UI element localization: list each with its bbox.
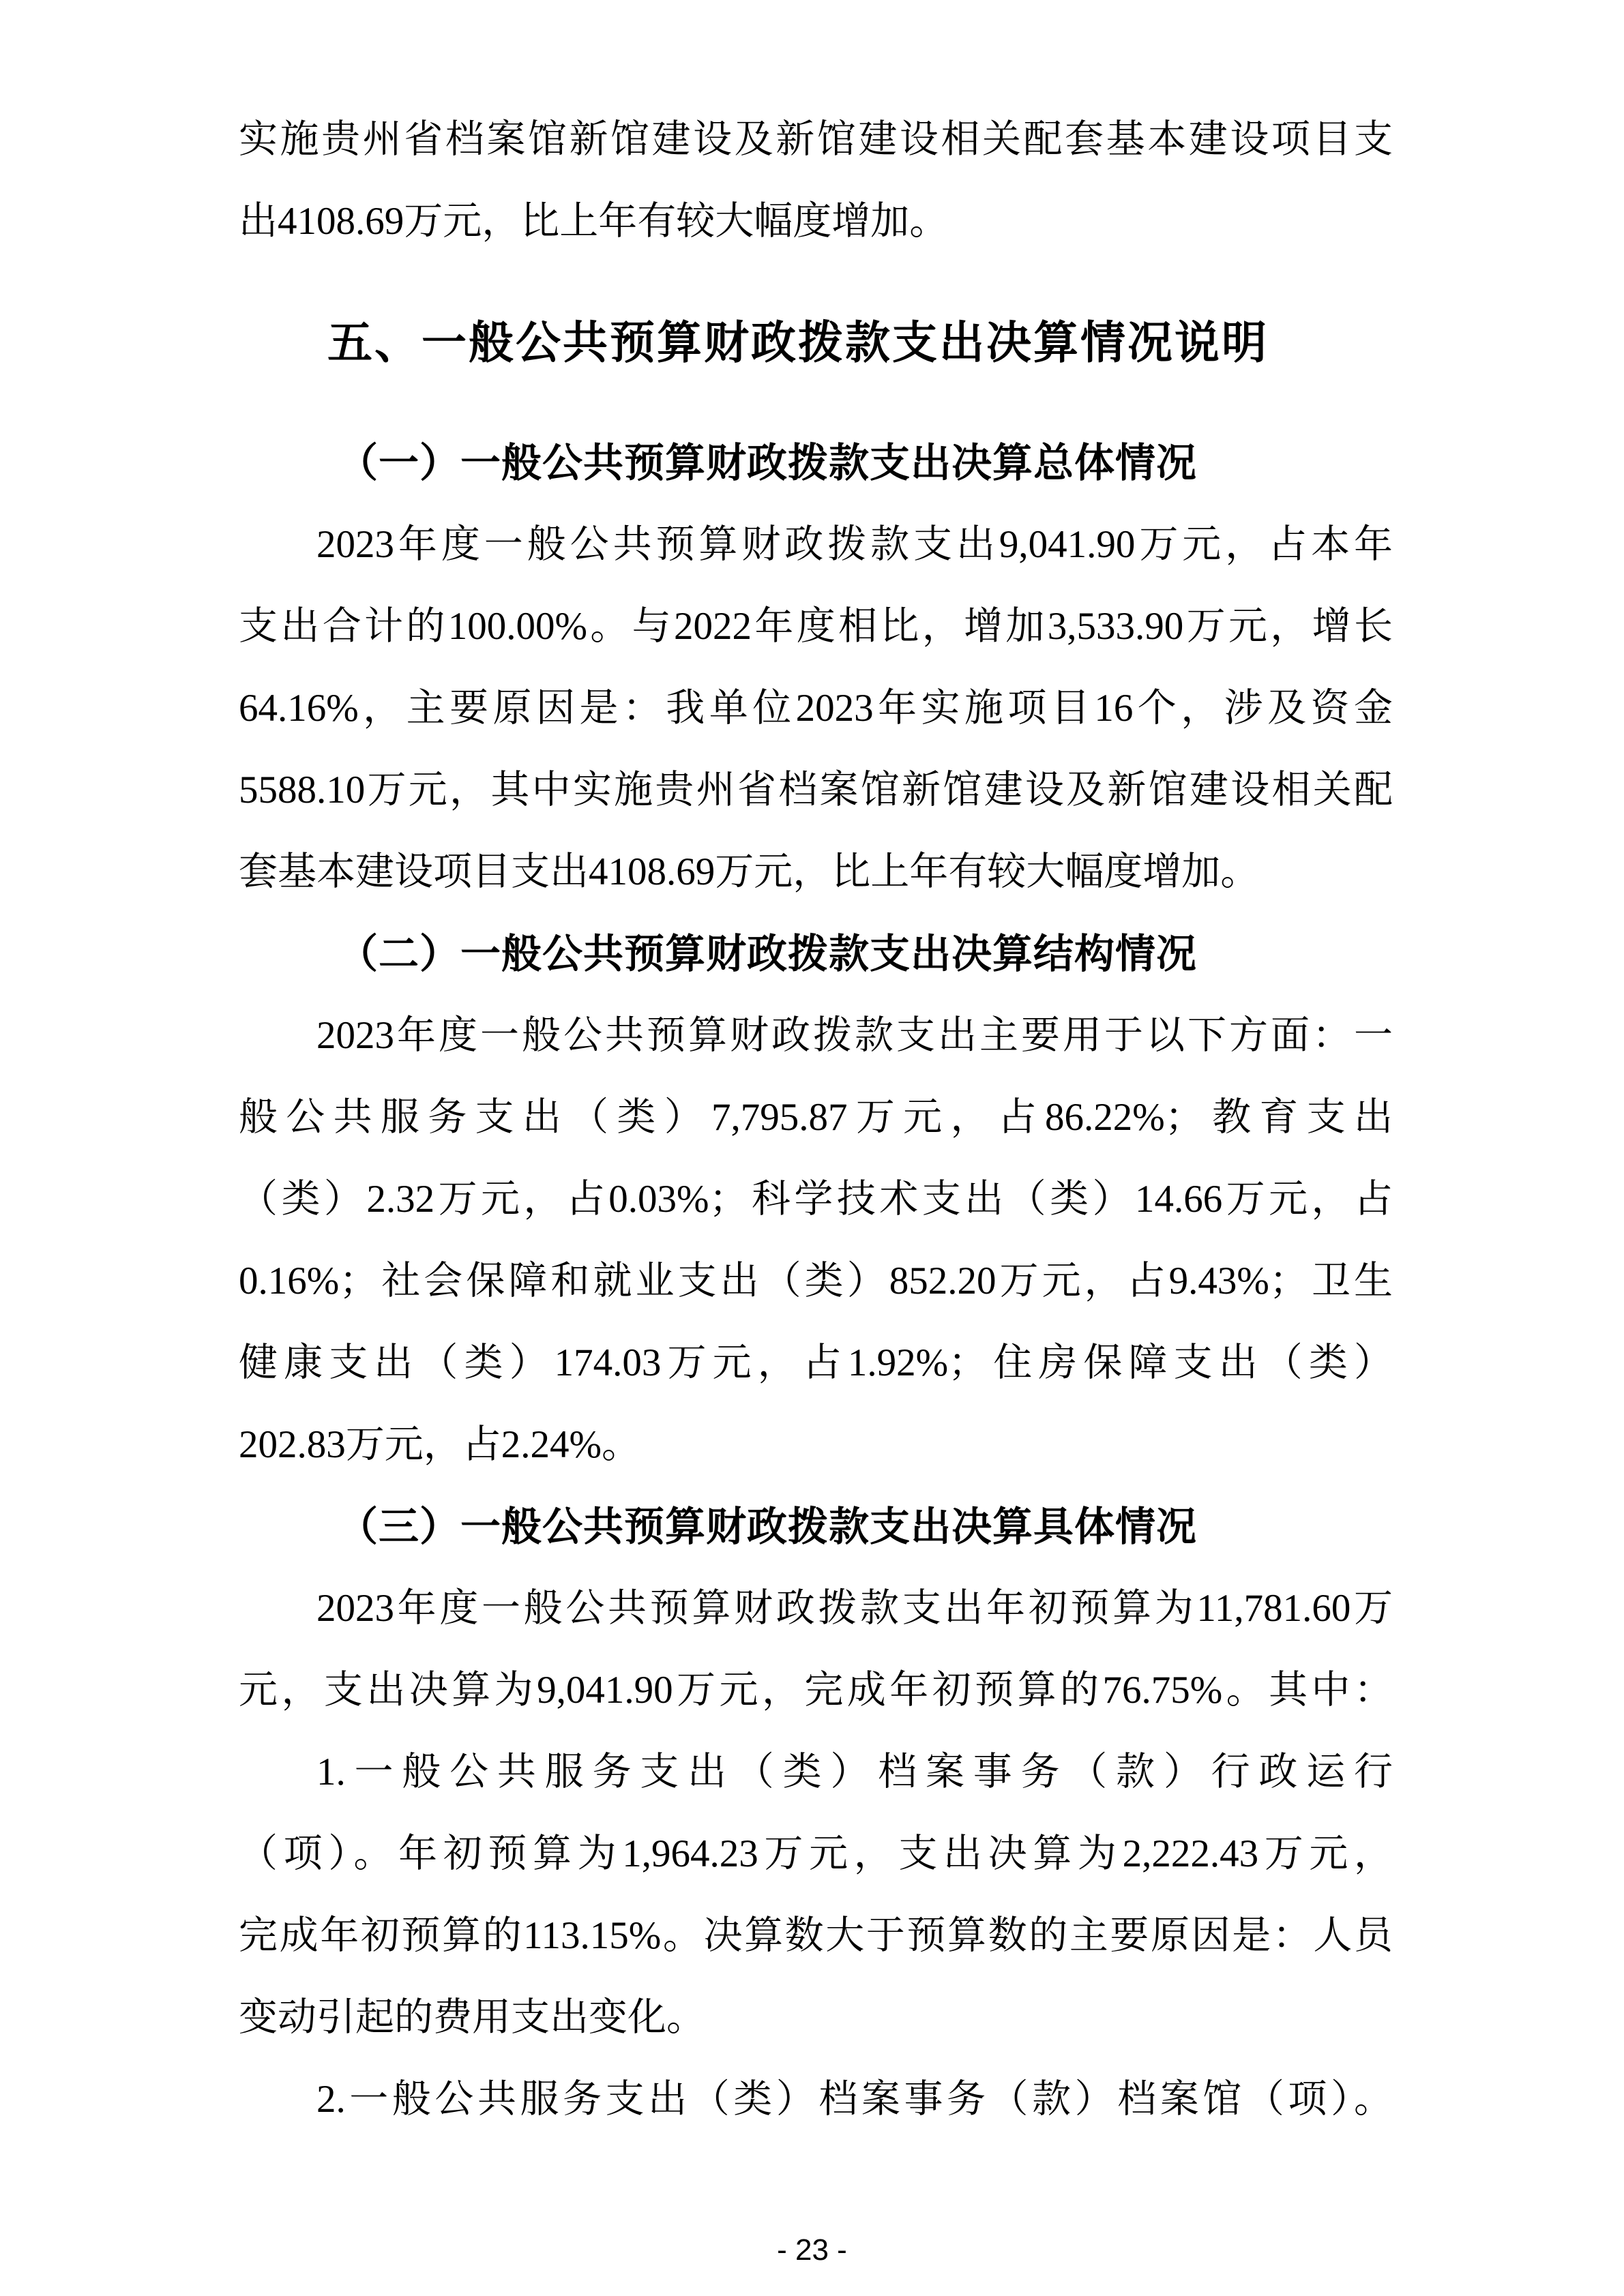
paragraph-line: 实施贵州省档案馆新馆建设及新馆建设相关配套基本建设项目支: [239, 118, 1393, 161]
paragraph-line: （项）。年初预算为1,964.23万元，支出决算为2,222.43万元，: [239, 1832, 1393, 1875]
paragraph-line: 5588.10万元，其中实施贵州省档案馆新馆建设及新馆建设相关配: [239, 769, 1393, 811]
paragraph-line: 元，支出决算为9,041.90万元，完成年初预算的76.75%。其中：: [239, 1669, 1393, 1712]
paragraph-line: 1.一般公共服务支出（类）档案事务（款）行政运行: [316, 1750, 1393, 1793]
paragraph-line: 2023年度一般公共预算财政拨款支出9,041.90万元，占本年: [316, 523, 1393, 566]
paragraph-line: 健康支出（类）174.03万元，占1.92%；住房保障支出（类）: [239, 1341, 1393, 1384]
paragraph-line: 64.16%，主要原因是：我单位2023年实施项目16个，涉及资金: [239, 687, 1393, 730]
page-number: - 23 -: [777, 2233, 847, 2267]
heading-subsection-3: （三）一般公共预算财政拨款支出决算具体情况: [338, 1504, 1198, 1549]
paragraph-line: （类）2.32万元，占0.03%；科学技术支出（类）14.66万元，占: [239, 1178, 1393, 1221]
paragraph-line: 套基本建设项目支出4108.69万元，比上年有较大幅度增加。: [239, 850, 1260, 893]
paragraph-line: 支出合计的100.00%。与2022年度相比，增加3,533.90万元，增长: [239, 605, 1393, 648]
document-body: [239, 99, 1393, 2141]
heading-subsection-2: （二）一般公共预算财政拨款支出决算结构情况: [338, 931, 1198, 976]
paragraph-line: 0.16%；社会保障和就业支出（类）852.20万元，占9.43%；卫生: [239, 1259, 1393, 1302]
paragraph-line: 2023年度一般公共预算财政拨款支出主要用于以下方面：一: [316, 1014, 1393, 1057]
paragraph-line: 般公共服务支出（类）7,795.87万元，占86.22%；教育支出: [239, 1096, 1393, 1139]
paragraph-line: 202.83万元，占2.24%。: [239, 1423, 640, 1466]
paragraph-line: 出4108.69万元，比上年有较大幅度增加。: [239, 200, 949, 243]
paragraph-line: 2023年度一般公共预算财政拨款支出年初预算为11,781.60万: [316, 1587, 1393, 1630]
paragraph-line: 变动引起的费用支出变化。: [239, 1996, 705, 2039]
heading-subsection-1: （一）一般公共预算财政拨款支出决算总体情况: [338, 441, 1198, 486]
paragraph-line: 完成年初预算的113.15%。决算数大于预算数的主要原因是：人员: [239, 1914, 1393, 1957]
paragraph-line: 2.一般公共服务支出（类）档案事务（款）档案馆（项）。: [316, 2078, 1393, 2121]
heading-section-5: 五、一般公共预算财政拨款支出决算情况说明: [327, 317, 1269, 368]
